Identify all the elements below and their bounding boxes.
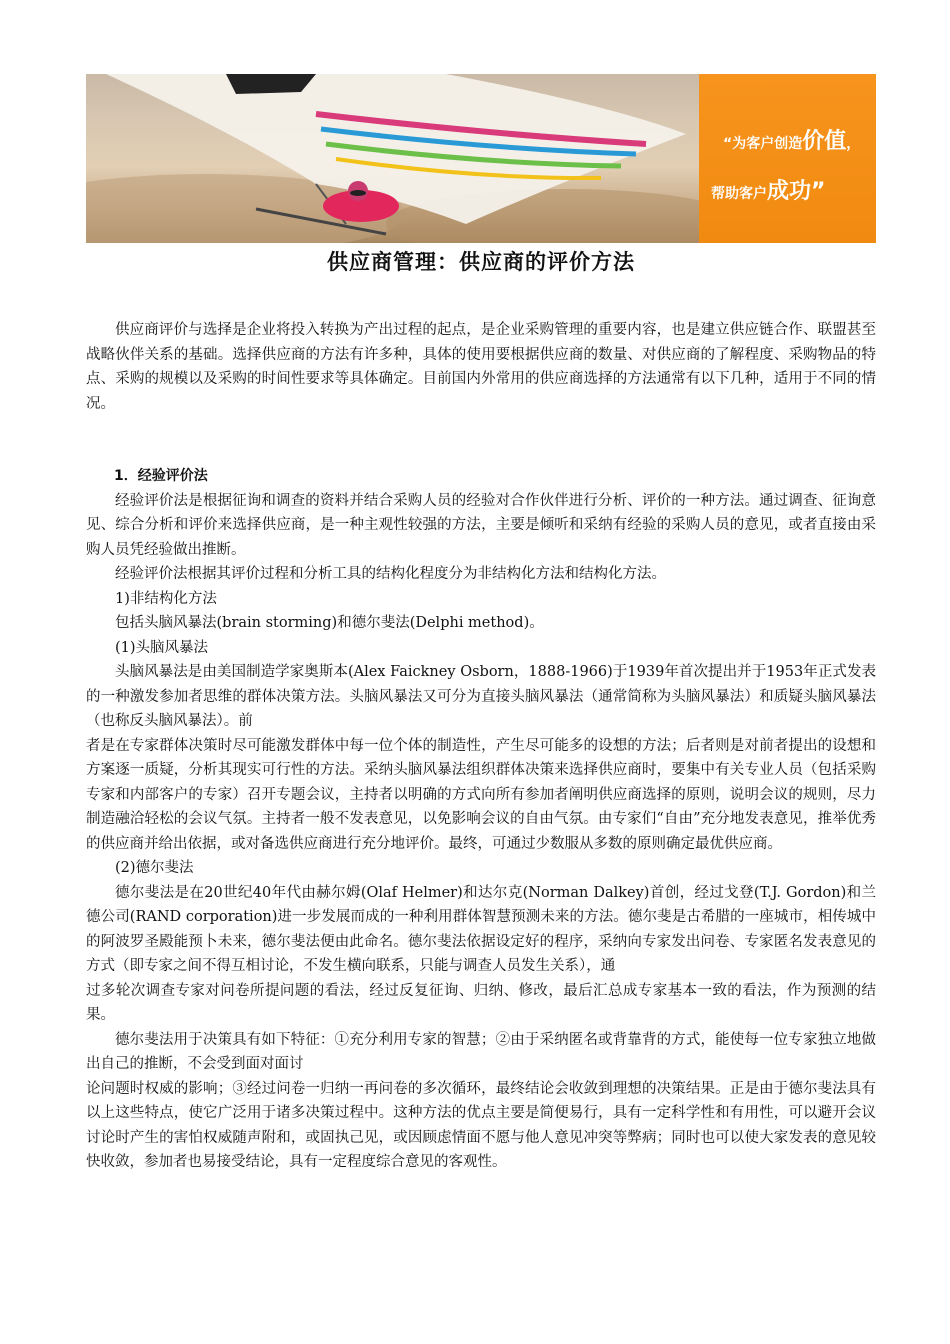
subheading: (2)德尔斐法	[115, 860, 194, 876]
paragraph: 德尔斐法用于决策具有如下特征：①充分利用专家的智慧；②由于采纳匿名或背靠背的方式，能使每一位专家独立地做出自己的推断，不会受到面对面讨	[86, 1031, 876, 1072]
slogan-emphasis: 价值	[802, 129, 847, 154]
page-title: 供应商管理：供应商的评价方法	[327, 250, 635, 274]
subheading: 1)非结构化方法	[115, 590, 217, 607]
paragraph: 经验评价法根据其评价过程和分析工具的结构化程度分为非结构化方法和结构化方法。	[115, 566, 666, 582]
intro-paragraph: 供应商评价与选择是企业将投入转换为产出过程的起点，是企业采购管理的重要内容，也是建立供应链合作、联盟甚至战略伙伴关系的基础。选择供应商的方法有许多种，具体的使用要根据供应商的数量、对供应商的了解程度、采购物品的特点、采购的规模以及采购的时间性要求等具体确定。目前国内外常用的供应商选择的方法通常有以下几种，适用于不同的情况。	[86, 322, 876, 412]
slogan-panel	[699, 74, 876, 243]
paragraph: 德尔斐法是在20世纪40年代由赫尔姆(Olaf Helmer)和达尔克(Norman Dalkey)首创，经过戈登(T.J. Gordon)和兰德公司(RAND corporation)进一步发展而成的一种利用群体智慧预测未来的方法。德尔斐是古希腊的一座城市，相传城中的阿波罗圣殿能预卜未来，德尔斐法便由此命名。德尔斐法依据设定好的程序，采纳向专家发出问卷、专家匿名发表意见的方式（即专家之间不得互相讨论，不发生横向联系，只能与调查人员发生关系），通	[86, 884, 876, 974]
slogan-text: ，	[846, 136, 861, 152]
paragraph: 过多轮次调查专家对问卷所提问题的看法，经过反复征询、归纳、修改，最后汇总成专家基本一致的看法，作为预测的结果。	[86, 982, 876, 1023]
subheading: (1)头脑风暴法	[115, 639, 209, 656]
hang-glider-photo	[86, 74, 699, 243]
slogan-text: 帮助客户	[711, 186, 767, 202]
paragraph: 论问题时权威的影响；③经过问卷一归纳一再问卷的多次循环，最终结论会收敛到理想的决策结果。正是由于德尔斐法具有以上这些特点，使它广泛用于诸多决策过程中。这种方法的优点主要是简便易行，具有一定科学性和有用性，可以避开会议讨论时产生的害怕权威随声附和，或固执己见，或因顾虑情面不愿与他人意见冲突等弊病；同时也可以使大家发表的意见较快收敛，参加者也易接受结论，具有一定程度综合意见的客观性。	[86, 1080, 876, 1170]
article-body	[86, 318, 876, 1175]
slogan-line-1	[723, 124, 860, 155]
paragraph: 包括头脑风暴法(brain storming)和德尔斐法(Delphi method)。	[115, 615, 544, 631]
section-heading: 1．经验评价法	[114, 468, 208, 484]
hang-glider-illustration	[86, 74, 699, 243]
slogan-emphasis: 成功”	[767, 179, 826, 204]
paragraph: 经验评价法是根据征询和调查的资料并结合采购人员的经验对合作伙伴进行分析、评价的一种方法。通过调查、征询意见、综合分析和评价来选择供应商，是一种主观性较强的方法，主要是倾听和采纳有经验的采购人员的意见，或者直接由采购人员凭经验做出推断。	[86, 492, 876, 558]
header-banner	[86, 74, 876, 243]
slogan-text: “为客户创造	[723, 136, 803, 152]
slogan-line-2	[711, 174, 825, 205]
paragraph: 头脑风暴法是由美国制造学家奥斯本(Alex Faickney Osborn，1888-1966)于1939年首次提出并于1953年正式发表的一种激发参加者思维的群体决策方法。头脑风暴法又可分为直接头脑风暴法（通常简称为头脑风暴法）和质疑头脑风暴法（也称反头脑风暴法）。前	[86, 664, 876, 729]
paragraph: 者是在专家群体决策时尽可能激发群体中每一位个体的制造性，产生尽可能多的设想的方法；后者则是对前者提出的设想和方案逐一质疑，分析其现实可行性的方法。采纳头脑风暴法组织群体决策来选择供应商时，要集中有关专业人员（包括采购专家和内部客户的专家）召开专题会议，主持者以明确的方式向所有参加者阐明供应商选择的原则，说明会议的规则，尽力制造融洽轻松的会议气氛。主持者一般不发表意见，以免影响会议的自由气氛。由专家们“自由”充分地发表意见，推举优秀的供应商并给出依据，或对备选供应商进行充分地评价。最终，可通过少数服从多数的原则确定最优供应商。	[86, 737, 876, 852]
